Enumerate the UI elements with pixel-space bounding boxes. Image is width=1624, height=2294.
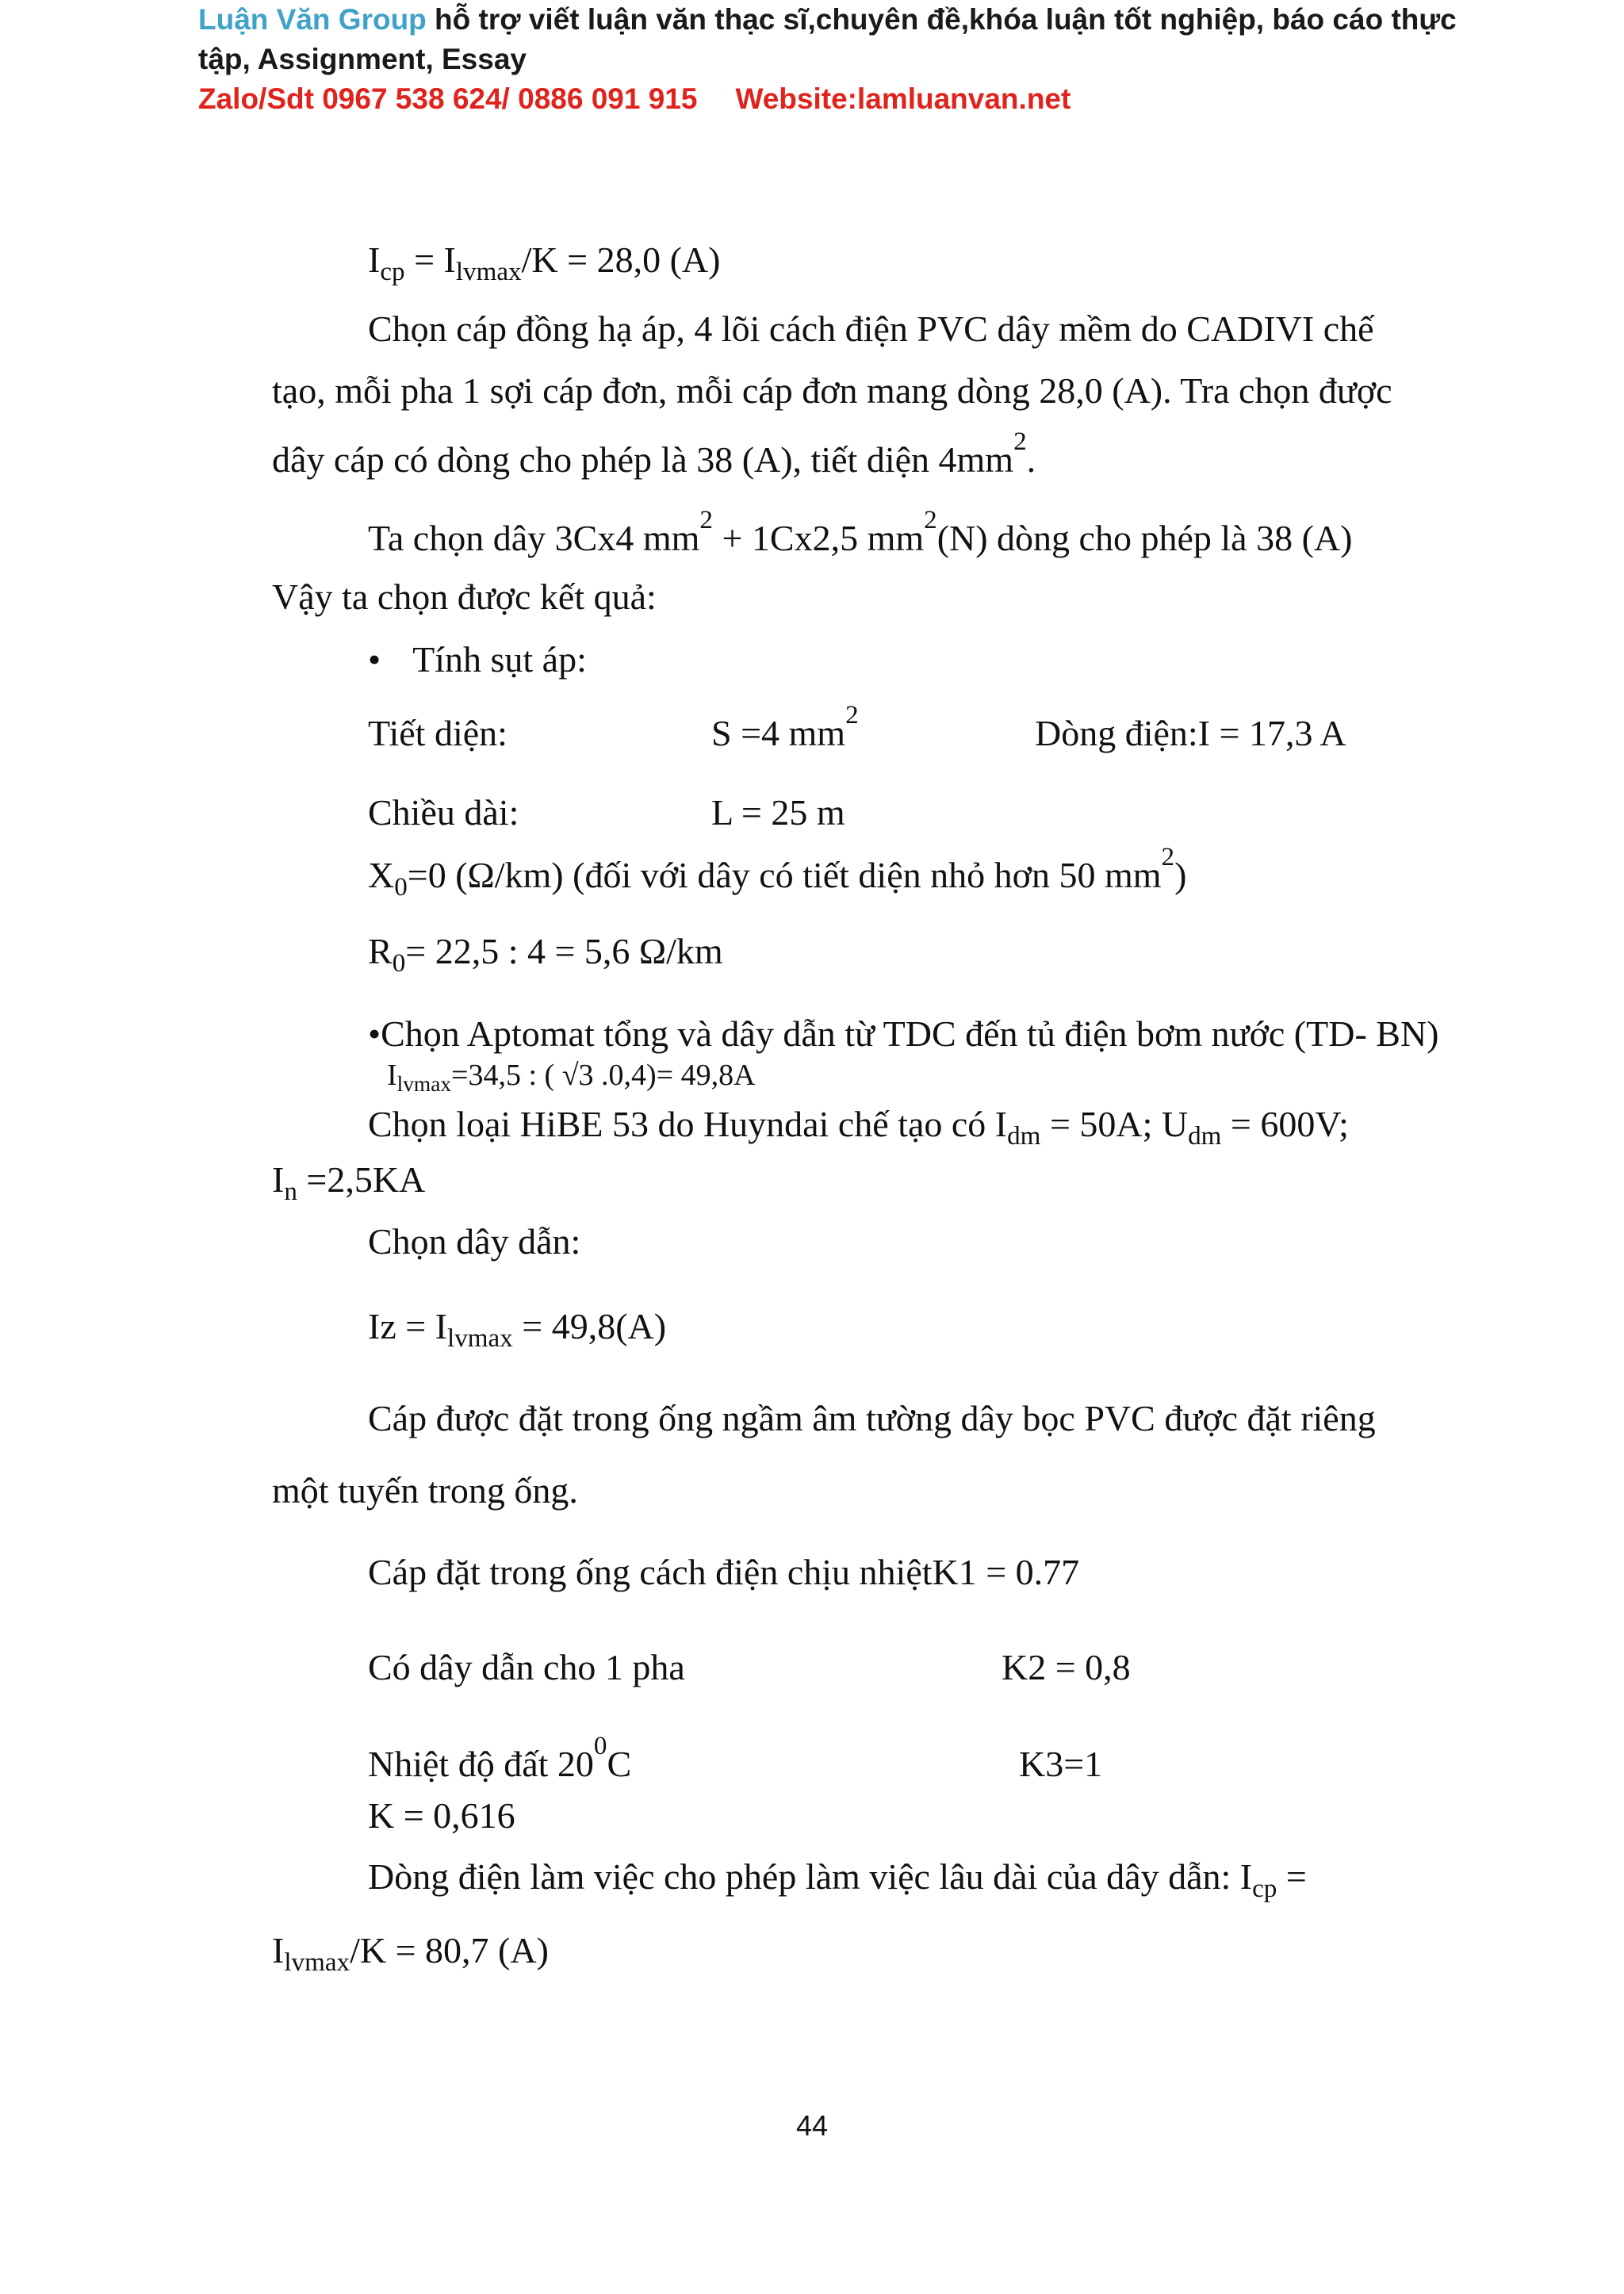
formula-ilvmax: $I_{lvmax}=34,5$ : ( √3 .0,4)= 49,8A bbox=[387, 1059, 756, 1097]
page-number: 44 bbox=[795, 2109, 829, 2142]
header-line-1 bbox=[198, 0, 1457, 40]
header-tagline: hỗ trợ viết luận văn thạc sĩ,chuyên đề,khóa luận tốt nghiệp, báo cáo thực bbox=[426, 3, 1457, 36]
value-dong-dien: Dòng điện:I = 17,3 A bbox=[1035, 713, 1346, 753]
paragraph-line: Cáp được đặt trong ống ngầm âm tường dây bọc PVC được đặt riêng bbox=[368, 1398, 1376, 1438]
value-k2: K2 = 0,8 bbox=[1002, 1647, 1131, 1687]
header-contact: Zalo/Sdt 0967 538 624/ 0886 091 915 bbox=[198, 82, 698, 115]
label-k3: Nhiệt độ đất $20^0C$ bbox=[368, 1730, 632, 1784]
formula-k: K = 0,616 bbox=[368, 1795, 515, 1836]
label-k2: Có dây dẫn cho 1 pha bbox=[368, 1647, 685, 1687]
paragraph-line: Ta chọn dây 3Cx4 $mm^2 + 1Cx2,5$ $mm^2(N)$ dòng cho phép là 38 (A) bbox=[368, 504, 1353, 558]
bullet-icon: • bbox=[368, 639, 381, 680]
paragraph-line: một tuyến trong ống. bbox=[272, 1470, 578, 1511]
value-k3: K3=1 bbox=[1019, 1744, 1103, 1784]
paragraph-line: $I_n =2,5KA$ bbox=[272, 1159, 426, 1206]
formula-icp-result: $I_{lvmax}/K = 80,7$ (A) bbox=[272, 1930, 549, 1977]
paragraph-line: Chọn cáp đồng hạ áp, 4 lõi cách điện PVC dây mềm do CADIVI chế bbox=[368, 308, 1374, 349]
header-website: Website:lamluanvan.net bbox=[735, 82, 1071, 115]
formula-r0: $R_0= 22,5$ : 4 = 5,6 Ω/km bbox=[368, 931, 723, 978]
header-line-3 bbox=[198, 79, 1071, 119]
paragraph-line: Vậy ta chọn được kết quả: bbox=[272, 576, 657, 617]
section-heading: •Chọn Aptomat tổng và dây dẫn từ TDC đến tủ điện bơm nước (TD- BN) bbox=[368, 1013, 1439, 1054]
paragraph-line: dây cáp có dòng cho phép là 38 (A), tiết diện $4mm^2$. bbox=[272, 426, 1036, 480]
paragraph-line: Chọn loại HiBE 53 do Huyndai chế tạo có $I_{dm} = 50A$; $U_{dm} = 600V$; bbox=[368, 1104, 1349, 1151]
label-tiet-dien: Tiết diện: bbox=[368, 713, 508, 753]
formula-iz: $Iz = I_{lvmax} = 49,8(A)$ bbox=[368, 1306, 667, 1353]
paragraph-line: Chọn dây dẫn: bbox=[368, 1221, 581, 1262]
value-chieu-dai: L = 25 m bbox=[711, 792, 845, 833]
header-brand: Luận Văn Group bbox=[198, 3, 427, 36]
paragraph-line: Dòng điện làm việc cho phép làm việc lâu dài của dây dẫn: $I_{cp}$ = bbox=[368, 1856, 1307, 1903]
formula-icp: $I_{cp} = I_{lvmax}/K = 28,0$ (A) bbox=[368, 239, 721, 286]
paragraph-line: Cáp đặt trong ống cách điện chịu nhiệtK1 = 0.77 bbox=[368, 1552, 1080, 1592]
bullet-item: • Tính sụt áp: bbox=[368, 639, 587, 680]
value-tiet-dien: S =4 $mm^2$ bbox=[711, 699, 859, 753]
header-line-2: tập, Assignment, Essay bbox=[198, 43, 527, 75]
label-chieu-dai: Chiều dài: bbox=[368, 792, 519, 833]
paragraph-line: tạo, mỗi pha 1 sợi cáp đơn, mỗi cáp đơn mang dòng 28,0 (A). Tra chọn được bbox=[272, 370, 1392, 411]
formula-x0: $X_0=0$ (Ω/km) (đối với dây có tiết diện nhỏ hơn 50 $mm^2$) bbox=[368, 841, 1187, 902]
